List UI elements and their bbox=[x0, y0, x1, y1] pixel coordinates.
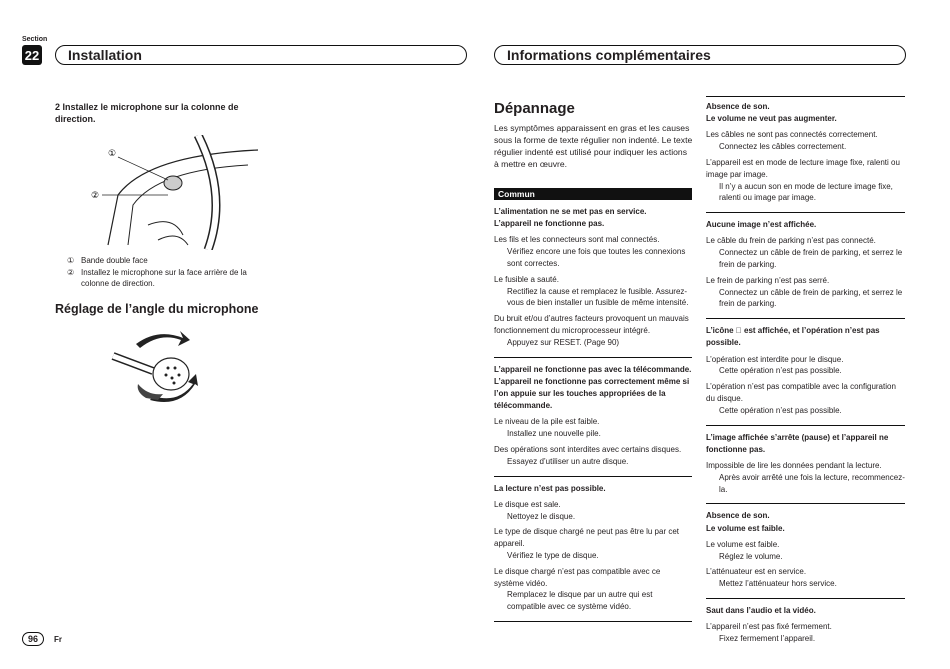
microphone-installation-illustration bbox=[88, 135, 268, 250]
cause-text: Des opérations sont interdites avec certains disques. bbox=[494, 444, 682, 454]
microphone-angle-illustration bbox=[108, 326, 203, 406]
cause-text: Le câble du frein de parking n’est pas connecté. bbox=[706, 236, 876, 246]
symptom-title: Saut dans l’audio et la vidéo. bbox=[706, 605, 816, 615]
troubleshooting-column-b bbox=[706, 101, 905, 645]
category-bar-commun: Commun bbox=[494, 188, 692, 200]
action-text: Vérifiez le type de disque. bbox=[507, 550, 599, 560]
section-label: Section bbox=[22, 36, 48, 43]
action-text: Remplacez le disque par un autre qui est compatible avec ce système vidéo. bbox=[507, 590, 653, 612]
page-number: 96 bbox=[22, 632, 44, 646]
action-text: Installez une nouvelle pile. bbox=[507, 429, 601, 439]
cause-text: L’appareil est en mode de lecture image fixe, ralenti ou image par image. bbox=[706, 158, 900, 179]
intro-paragraph: Les symptômes apparaissent en gras et les causes sous la forme de texte régulier non indenté. Le texte régulier indenté est utilisé pour indiquer les actions à mettre en œuvre. bbox=[494, 123, 693, 169]
right-header-title: Informations complémentaires bbox=[507, 47, 711, 63]
symptom-block bbox=[706, 605, 905, 645]
cause-text: Les câbles ne sont pas connectés correctement. bbox=[706, 130, 878, 140]
divider bbox=[706, 318, 905, 319]
symptom-title: Aucune image n’est affichée. bbox=[706, 220, 817, 230]
callout-1: ① bbox=[108, 149, 117, 159]
left-header bbox=[55, 45, 467, 65]
symptom-block bbox=[494, 206, 692, 349]
symptom-title: L’alimentation ne se met pas en service. bbox=[494, 207, 647, 216]
symptom-block bbox=[706, 101, 905, 204]
divider bbox=[706, 425, 905, 426]
cause-text: Du bruit et/ou d’autres facteurs provoquent un mauvais fonctionnement du microprocesseur intégré. bbox=[494, 314, 689, 335]
cause-text: Le disque est sale. bbox=[494, 499, 561, 509]
action-text: Rectifiez la cause et remplacez le fusible. Assurez-vous de bien installer un fusible de même intensité. bbox=[507, 286, 689, 308]
symptom-title: Absence de son. bbox=[706, 102, 770, 111]
action-text: Réglez le volume. bbox=[719, 551, 783, 561]
action-text: Connectez les câbles correctement. bbox=[719, 142, 847, 152]
cause-text: Le volume est faible. bbox=[706, 539, 780, 549]
symptom-block bbox=[706, 432, 905, 496]
symptom-block bbox=[706, 325, 905, 416]
cause-text: Le frein de parking n’est pas serré. bbox=[706, 275, 830, 285]
action-text: Vérifiez encore une fois que toutes les connexions sont correctes. bbox=[507, 247, 686, 268]
symptom-title: L’appareil ne fonctionne pas avec la télécommande. bbox=[494, 364, 692, 374]
symptom-title: Le volume est faible. bbox=[706, 523, 785, 533]
divider bbox=[706, 598, 905, 599]
callout-2: ② bbox=[91, 191, 100, 201]
symptom-block bbox=[494, 483, 692, 613]
symptom-block bbox=[706, 510, 905, 590]
action-text: Connectez un câble de frein de parking, et serrez le frein de parking. bbox=[719, 287, 903, 309]
cause-text: L’opération n’est pas compatible avec la configuration du disque. bbox=[706, 382, 896, 403]
page-title: Dépannage bbox=[494, 100, 575, 117]
cause-text: Impossible de lire les données pendant la lecture. bbox=[706, 460, 882, 470]
divider bbox=[706, 503, 905, 504]
right-header bbox=[494, 45, 906, 65]
section-number: 22 bbox=[22, 45, 42, 65]
cause-text: L’appareil n’est pas fixé fermement. bbox=[706, 622, 832, 632]
action-text: Mettez l’atténuateur hors service. bbox=[719, 579, 837, 589]
legend-item: ① Bande double face bbox=[67, 256, 148, 265]
symptom-title: L’appareil ne fonctionne pas. bbox=[494, 219, 605, 229]
cause-text: L’opération est interdite pour le disque. bbox=[706, 354, 844, 364]
troubleshooting-column-a bbox=[494, 206, 692, 628]
cause-text: Le type de disque chargé ne peut pas être lu par cet appareil. bbox=[494, 527, 680, 549]
action-text: Fixez fermement l’appareil. bbox=[719, 633, 816, 643]
action-text: Connectez un câble de frein de parking, et serrez le frein de parking. bbox=[719, 248, 903, 269]
action-text: Il n’y a aucun son en mode de lecture image fixe, ralenti ou image par image. bbox=[719, 181, 893, 203]
action-text: Nettoyez le disque. bbox=[507, 511, 576, 521]
action-text: Appuyez sur RESET. (Page 90) bbox=[507, 337, 620, 347]
subheading-mic-angle: Réglage de l’angle du microphone bbox=[55, 302, 259, 316]
action-text: Après avoir arrêté une fois la lecture, recommencez-la. bbox=[719, 472, 905, 494]
language-code: Fr bbox=[54, 635, 62, 644]
action-text: Essayez d’utiliser un autre disque. bbox=[507, 456, 629, 466]
cause-text: L’atténuateur est en service. bbox=[706, 567, 807, 577]
figure-legend bbox=[67, 255, 267, 290]
divider bbox=[494, 476, 692, 477]
legend-item: ② Installez le microphone sur la face arrière de la colonne de direction. bbox=[67, 267, 247, 288]
action-text: Cette opération n’est pas possible. bbox=[719, 405, 842, 415]
cause-text: Le fusible a sauté. bbox=[494, 274, 559, 284]
cause-text: Les fils et les connecteurs sont mal connectés. bbox=[494, 235, 660, 245]
divider bbox=[706, 212, 905, 213]
action-text: Cette opération n’est pas possible. bbox=[719, 366, 842, 376]
left-header-title: Installation bbox=[68, 47, 142, 63]
cause-text: Le disque chargé n’est pas compatible avec ce système vidéo. bbox=[494, 566, 661, 588]
step-instruction: 2 Installez le microphone sur la colonne de direction. bbox=[55, 102, 239, 124]
symptom-title: L’icône ⃠ est affichée, et l’opération n’est pas possible. bbox=[706, 326, 880, 348]
cause-text: Le niveau de la pile est faible. bbox=[494, 417, 600, 427]
divider bbox=[494, 357, 692, 358]
symptom-title: Absence de son. bbox=[706, 511, 770, 521]
symptom-title: La lecture n’est pas possible. bbox=[494, 483, 606, 493]
symptom-block bbox=[706, 219, 905, 310]
symptom-title: Le volume ne veut pas augmenter. bbox=[706, 114, 837, 124]
symptom-title: L’appareil ne fonctionne pas correctement même si l’on appuie sur les touches appropriées de la télécommande. bbox=[494, 376, 690, 411]
symptom-block bbox=[494, 364, 692, 468]
symptom-title: L’image affichée s’arrête (pause) et l’appareil ne fonctionne pas. bbox=[706, 432, 889, 454]
divider bbox=[494, 621, 692, 622]
column-b-top-rule bbox=[706, 96, 905, 97]
